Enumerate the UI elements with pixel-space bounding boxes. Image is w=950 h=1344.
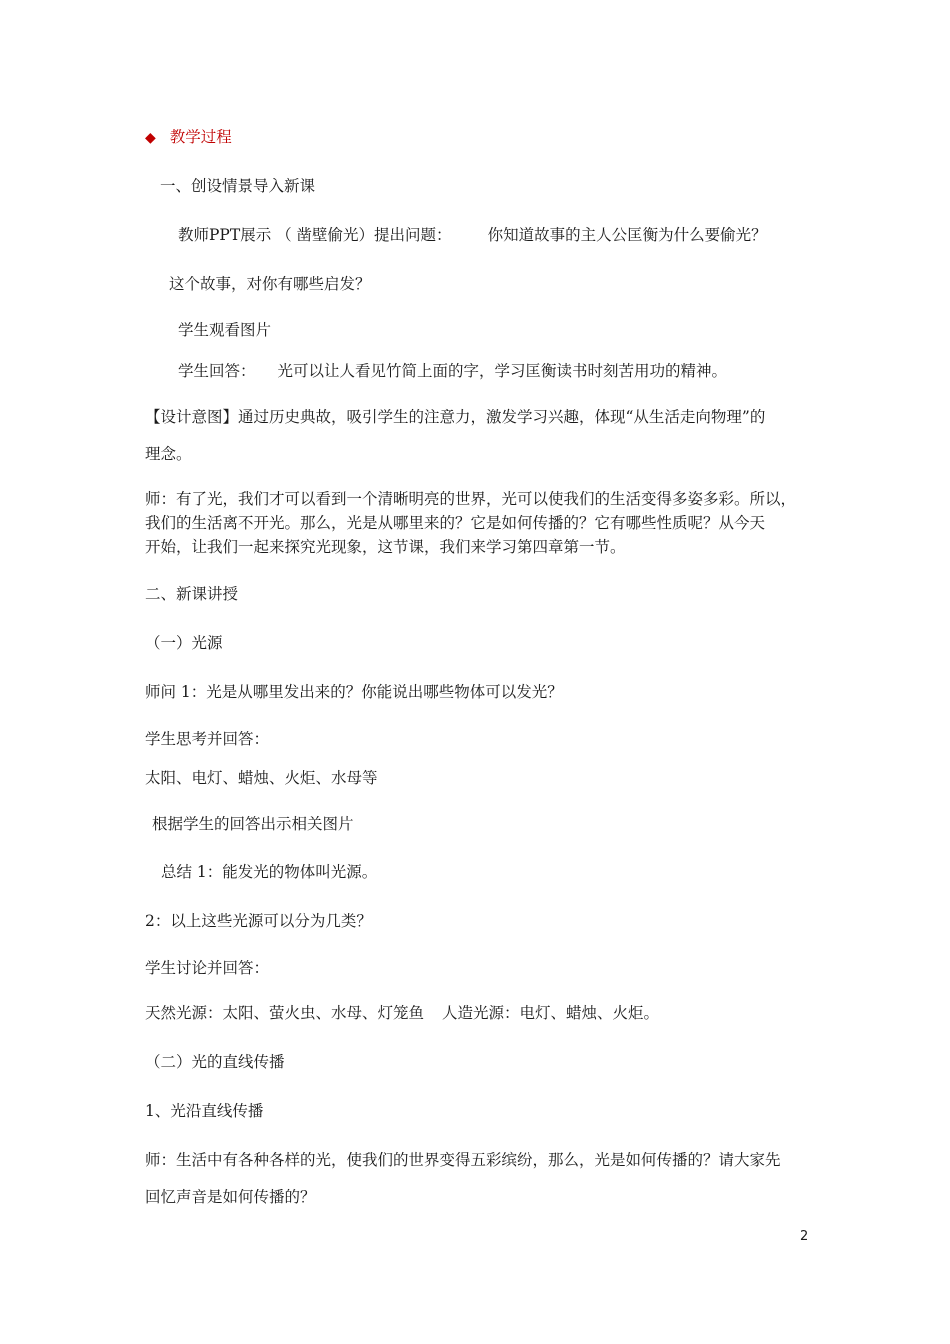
sub-heading-straight-line: （二）光的直线传播 [145, 1053, 285, 1071]
student-think: 学生思考并回答： [145, 730, 270, 748]
light-source-types [145, 1004, 659, 1023]
question-2: 2：以上这些光源可以分为几类？ [145, 912, 372, 930]
p4-part-b: 光可以让人看见竹简上面的字，学习匡衡读书时刻苦用功的精神。 [277, 362, 728, 380]
question-1: 师问 1：光是从哪里发出来的？你能说出哪些物体可以发光？ [145, 683, 563, 701]
part1-paragraph-4 [178, 362, 727, 381]
natural-light-sources: 天然光源：太阳、萤火虫、水母、灯笼鱼 [145, 1004, 425, 1022]
section-title-text: 教学过程 [169, 128, 232, 146]
sub-heading-light-source: （一）光源 [145, 634, 223, 652]
p4-part-a: 学生回答： [178, 362, 256, 380]
point-1: 1、光沿直线传播 [145, 1102, 264, 1120]
part1-paragraph-1 [178, 226, 767, 245]
teacher-paragraph-line-2: 我们的生活离不开光。那么，光是从哪里来的？它是如何传播的？它有哪些性质呢？从今天 [145, 514, 766, 532]
section-title [145, 128, 232, 147]
part1-heading: 一、创设情景导入新课 [160, 177, 316, 195]
p1-part-a: 教师PPT展示 （ 凿壁偷光）提出问题： [178, 226, 452, 244]
teacher-paragraph-2-line-2: 回忆声音是如何传播的？ [145, 1188, 316, 1206]
teacher-paragraph-line-1: 师：有了光，我们才可以看到一个清晰明亮的世界，光可以使我们的生活变得多姿多彩。所以， [145, 490, 797, 508]
student-discuss: 学生讨论并回答： [145, 959, 270, 977]
p1-part-b: 你知道故事的主人公匡衡为什么要偷光？ [487, 226, 767, 244]
part1-paragraph-3: 学生观看图片 [178, 321, 272, 339]
diamond-bullet-icon: ◆ [145, 130, 156, 146]
teacher-paragraph-line-3: 开始，让我们一起来探究光现象，这节课，我们来学习第四章第一节。 [145, 538, 626, 556]
part2-heading: 二、新课讲授 [145, 585, 239, 603]
artificial-light-sources: 人造光源：电灯、蜡烛、火炬。 [442, 1004, 660, 1022]
teacher-paragraph-2-line-1: 师：生活中有各种各样的光，使我们的世界变得五彩缤纷，那么，光是如何传播的？请大家先 [145, 1151, 781, 1169]
page-number: 2 [800, 1229, 809, 1244]
design-intent-line-1: 【设计意图】通过历史典故，吸引学生的注意力，激发学习兴趣，体现“从生活走向物理”的 [145, 408, 766, 426]
answer-1: 太阳、电灯、蜡烛、火炬、水母等 [145, 769, 378, 787]
show-pictures: 根据学生的回答出示相关图片 [152, 815, 354, 833]
part1-paragraph-2: 这个故事，对你有哪些启发？ [169, 275, 371, 293]
design-intent-line-2: 理念。 [145, 445, 192, 463]
summary-1: 总结 1：能发光的物体叫光源。 [161, 863, 378, 881]
